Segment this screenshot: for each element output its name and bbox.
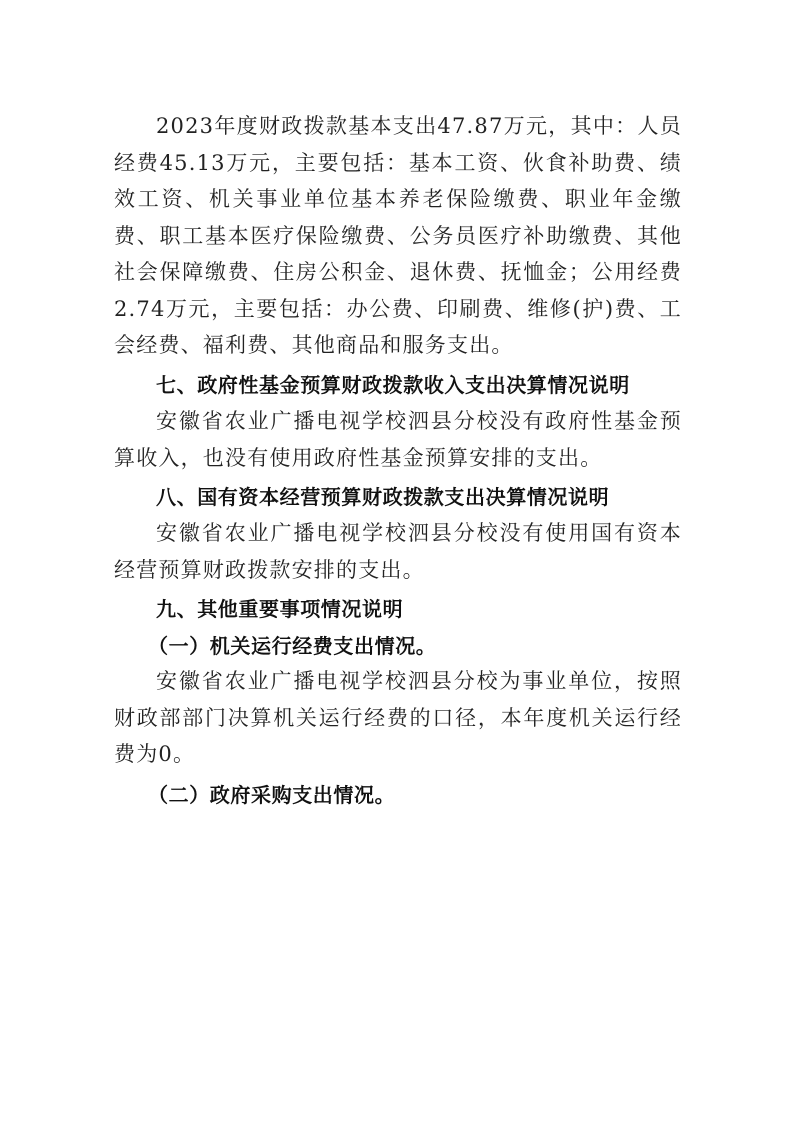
section-9-heading: 九、其他重要事项情况说明 [156,597,404,621]
section-8-heading: 八、国有资本经营预算财政拨款支出决算情况说明 [156,485,610,509]
section-9-1-paragraph: 安徽省农业广播电视学校泗县分校为事业单位，按照财政部部门决算机关运行经费的口径，本年度机关运行经费为0。 [114,669,682,766]
section-8-paragraph: 安徽省农业广播电视学校泗县分校没有使用国有资本经营预算财政拨款安排的支出。 [114,521,682,582]
section-9-1-subheading: （一）机关运行经费支出情况。 [148,634,437,658]
section-7-heading: 七、政府性基金预算财政拨款收入支出决算情况说明 [156,373,630,397]
section-7-paragraph: 安徽省农业广播电视学校泗县分校没有政府性基金预算收入，也没有使用政府性基金预算安排的支出。 [114,409,682,470]
section-9-2-subheading: （二）政府采购支出情况。 [148,783,396,807]
basic-expenditure-paragraph: 2023年度财政拨款基本支出47.87万元，其中：人员经费45.13万元，主要包括：基本工资、伙食补助费、绩效工资、机关事业单位基本养老保险缴费、职业年金缴费、职工基本医疗保险缴费、公务员医疗补助缴费、其他社会保障缴费、住房公积金、退休费、抚恤金；公用经费2.74万元，主要包括：办公费、印刷费、维修(护)费、工会经费、福利费、其他商品和服务支出。 [114,114,682,357]
